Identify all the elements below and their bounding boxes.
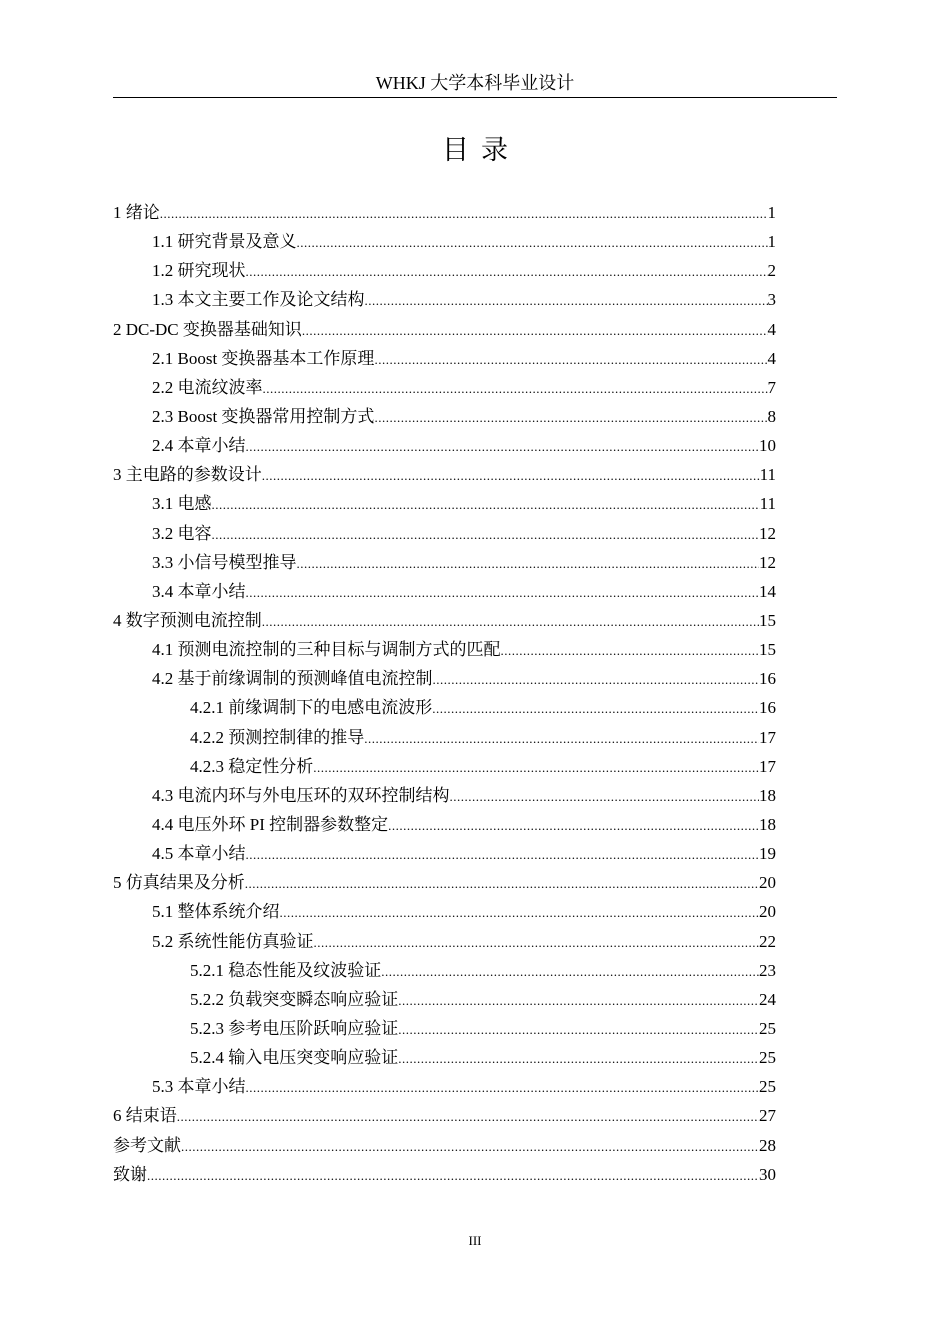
toc-entry-page: 20 [759, 873, 776, 893]
toc-entry-page: 25 [759, 1018, 776, 1038]
dot-leader [297, 549, 760, 578]
toc-entry[interactable] [113, 285, 776, 314]
toc-entry-page: 11 [759, 465, 776, 485]
toc-entry-title: 1.1 研究背景及意义 [152, 232, 297, 252]
toc-entry-page: 4 [767, 319, 776, 339]
toc-entry-title: 6 结束语 [113, 1106, 177, 1126]
toc-entry-page: 16 [759, 669, 776, 689]
toc-entry[interactable] [113, 781, 776, 810]
toc-entry-title: 1 绪论 [113, 203, 160, 222]
toc-entry[interactable] [113, 315, 776, 344]
toc-entry-title: 4.2 基于前缘调制的预测峰值电流控制 [152, 669, 433, 689]
toc-entry-title: 5.2.2 负载突变瞬态响应验证 [190, 989, 399, 1009]
toc-entry-title: 4.2.2 预测控制律的推导 [190, 727, 365, 747]
dot-leader [398, 1044, 759, 1073]
dot-leader [177, 1102, 759, 1131]
dot-leader [388, 811, 759, 840]
toc-entry[interactable] [113, 810, 776, 839]
header-rule [113, 97, 837, 98]
dot-leader [262, 461, 760, 490]
toc-entry-page: 17 [759, 756, 776, 776]
toc-entry-page: 15 [759, 610, 776, 630]
toc-entry[interactable] [113, 460, 776, 489]
toc-entry[interactable] [113, 577, 776, 606]
toc-entry[interactable] [113, 373, 776, 402]
toc-entry[interactable] [113, 606, 776, 635]
dot-leader [297, 228, 768, 257]
toc-entry-page: 25 [759, 1048, 776, 1068]
toc-entry-title: 3.2 电容 [152, 523, 212, 543]
toc-entry-title: 5.2.3 参考电压阶跃响应验证 [190, 1018, 399, 1038]
toc-entry[interactable] [113, 519, 776, 548]
toc-entry-page: 16 [759, 698, 776, 718]
dot-leader [432, 694, 759, 723]
toc-entry[interactable] [113, 1160, 776, 1189]
toc-entry-page: 1 [767, 232, 776, 252]
toc-entry[interactable] [113, 402, 776, 431]
dot-leader [364, 724, 759, 753]
toc-entry-page: 30 [759, 1164, 776, 1184]
toc-entry[interactable] [113, 548, 776, 577]
dot-leader [160, 199, 768, 228]
toc-entry[interactable] [113, 1131, 776, 1160]
toc-entry-page: 8 [767, 406, 776, 426]
toc-entry-title: 1.3 本文主要工作及论文结构 [152, 290, 365, 310]
toc-entry-page: 20 [759, 902, 776, 922]
dot-leader [433, 665, 760, 694]
toc-entry[interactable] [113, 839, 776, 868]
toc-entry[interactable] [113, 956, 776, 985]
dot-leader [246, 840, 760, 869]
toc-entry-page: 14 [759, 581, 776, 601]
toc-entry-page: 4 [767, 348, 776, 368]
toc-entry-page: 17 [759, 727, 776, 747]
toc-entry[interactable] [113, 489, 776, 518]
dot-leader [246, 257, 768, 286]
toc-entry[interactable] [113, 927, 776, 956]
toc-entry-page: 7 [767, 377, 776, 397]
toc-entry-page: 24 [759, 989, 776, 1009]
dot-leader [246, 1073, 760, 1102]
toc-entry-title: 致谢 [113, 1164, 147, 1184]
dot-leader [212, 520, 760, 549]
toc-entry-page: 23 [759, 960, 776, 980]
toc-entry-title: 2.1 Boost 变换器基本工作原理 [152, 348, 375, 368]
toc-entry[interactable] [113, 344, 776, 373]
toc-entry-title: 3 主电路的参数设计 [113, 465, 262, 485]
dot-leader [262, 607, 759, 636]
toc-entry[interactable] [113, 752, 776, 781]
dot-leader [501, 636, 760, 665]
dot-leader [212, 490, 760, 519]
toc-entry-page: 18 [759, 814, 776, 834]
toc-entry-title: 2.4 本章小结 [152, 436, 246, 456]
toc-entry-page: 22 [759, 931, 776, 951]
toc-entry-page: 18 [759, 785, 776, 805]
toc-entry[interactable] [113, 635, 776, 664]
toc-entry-title: 4 数字预测电流控制 [113, 610, 262, 630]
dot-leader [280, 898, 760, 927]
toc-entry-page: 1 [767, 203, 776, 222]
toc-entry-page: 27 [759, 1106, 776, 1126]
toc-entry-page: 2 [767, 261, 776, 281]
toc-entry[interactable] [113, 1101, 776, 1130]
toc-entry-title: 5.2 系统性能仿真验证 [152, 931, 314, 951]
dot-leader [381, 957, 759, 986]
toc-entry-title: 4.1 预测电流控制的三种目标与调制方式的匹配 [152, 640, 501, 660]
toc-entry[interactable] [113, 198, 776, 227]
dot-leader [181, 1132, 759, 1161]
toc-entry[interactable] [113, 1014, 776, 1043]
toc-entry-title: 3.1 电感 [152, 494, 212, 514]
toc-entry-title: 参考文献 [113, 1135, 181, 1155]
toc-entry[interactable] [113, 431, 776, 460]
table-of-contents [113, 198, 776, 1189]
toc-entry-title: 4.3 电流内环与外电压环的双环控制结构 [152, 785, 450, 805]
toc-entry-title: 1.2 研究现状 [152, 261, 246, 281]
toc-entry[interactable] [113, 256, 776, 285]
dot-leader [147, 1161, 759, 1190]
toc-entry-title: 5.3 本章小结 [152, 1077, 246, 1097]
page-header: WHKJ 大学本科毕业设计 [375, 73, 575, 93]
toc-entry-page: 25 [759, 1077, 776, 1097]
dot-leader [246, 578, 760, 607]
toc-entry-title: 4.4 电压外环 PI 控制器参数整定 [152, 814, 389, 834]
dot-leader [450, 782, 760, 811]
toc-entry[interactable] [113, 693, 776, 722]
toc-entry-title: 4.2.1 前缘调制下的电感电流波形 [190, 698, 433, 718]
dot-leader [314, 928, 760, 957]
toc-entry-title: 5.1 整体系统介绍 [152, 902, 280, 922]
dot-leader [245, 869, 759, 898]
toc-entry-title: 2 DC-DC 变换器基础知识 [113, 319, 302, 339]
toc-entry-title: 2.2 电流纹波率 [152, 377, 263, 397]
toc-entry-page: 12 [759, 552, 776, 572]
toc-entry[interactable] [113, 1043, 776, 1072]
toc-entry-page: 19 [759, 844, 776, 864]
dot-leader [374, 403, 767, 432]
toc-entry-page: 15 [759, 640, 776, 660]
toc-entry-title: 5 仿真结果及分析 [113, 873, 245, 893]
dot-leader [365, 286, 768, 315]
toc-entry[interactable] [113, 227, 776, 256]
dot-leader [302, 316, 768, 345]
toc-entry[interactable] [113, 985, 776, 1014]
toc-title: 目录 [442, 135, 520, 165]
toc-entry-page: 3 [767, 290, 776, 310]
toc-entry[interactable] [113, 868, 776, 897]
toc-entry[interactable] [113, 723, 776, 752]
toc-entry[interactable] [113, 664, 776, 693]
toc-entry-title: 4.2.3 稳定性分析 [190, 756, 314, 776]
dot-leader [246, 432, 760, 461]
toc-entry-title: 5.2.1 稳态性能及纹波验证 [190, 960, 382, 980]
toc-entry-page: 12 [759, 523, 776, 543]
page-number: III [468, 1233, 482, 1248]
toc-entry-page: 28 [759, 1135, 776, 1155]
dot-leader [374, 345, 767, 374]
dot-leader [398, 1015, 759, 1044]
toc-entry-page: 11 [759, 494, 776, 514]
toc-entry[interactable] [113, 1072, 776, 1101]
toc-entry-title: 5.2.4 输入电压突变响应验证 [190, 1048, 399, 1068]
dot-leader [398, 986, 759, 1015]
toc-entry-title: 3.4 本章小结 [152, 581, 246, 601]
dot-leader [313, 753, 759, 782]
toc-entry-title: 2.3 Boost 变换器常用控制方式 [152, 406, 375, 426]
toc-entry-title: 4.5 本章小结 [152, 844, 246, 864]
dot-leader [263, 374, 768, 403]
toc-entry[interactable] [113, 897, 776, 926]
toc-entry-title: 3.3 小信号模型推导 [152, 552, 297, 572]
toc-entry-page: 10 [759, 436, 776, 456]
